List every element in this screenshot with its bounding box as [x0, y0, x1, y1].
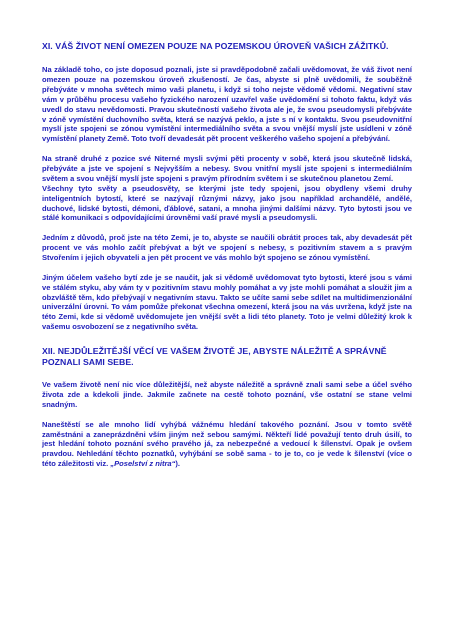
closing-punctuation: ). [175, 459, 181, 469]
paragraph: Všechny tyto světy a pseudosvěty, se kterými jste tedy spojeni, jsou obydleny všemi druhy inteligentních bytostí, které se nazývají různými názvy, jako jsou například archandělé, andělé, duchové, lidské bytosti, démoni, ďáblové, satani, a mnoha jinými dalšími názvy. Tyto bytosti jsou ve stálé komunikaci s odpovídajícími úrovněmi vaší pravé mysli a pseudomysli. [42, 183, 412, 223]
book-reference: „Poselství z nitra“ [110, 459, 176, 469]
section-heading-xii: XII. NEJDŮLEŽITĚJŠÍ VĚCÍ VE VAŠEM ŽIVOTĚ JE, ABYSTE NÁLEŽITĚ A SPRÁVNĚ POZNALI SAMI SEBE. [42, 346, 387, 368]
section-heading-xi: XI. VÁŠ ŽIVOT NENÍ OMEZEN POUZE NA POZEMSKOU ÚROVEŇ VAŠICH ZÁŽITKŮ. [42, 41, 389, 51]
paragraph: Na straně druhé z pozice své Niterné mysli svými pěti procenty v sobě, která jsou skutečně lidská, přebýváte a jste ve spojení s Nejvyšším a nebesy. Svou vnitřní myslí jste spojeni s intermediálním světem a svou vnější myslí jste spojeni s pravým přírodním světem i se skutečnou planetou Zemí. [42, 154, 412, 183]
paragraph [42, 420, 412, 470]
paragraph: Jedním z důvodů, proč jste na této Zemi, je to, abyste se naučili obrátit proces tak, aby devadesát pět procent ve vás mohlo začít přebývat a být ve spojení s nebesy, s pozitivním stavem a s pravým Stvořením i jejich obyvateli a jen pět procent ve vás mohlo být spojeno se zónou vymístění. [42, 233, 412, 262]
paragraph: Jiným účelem vašeho bytí zde je se naučit, jak si vědomě uvědomovat tyto bytosti, které jsou s vámi ve stálém styku, aby vám ty v pozitivním stavu mohly pomáhat a vy jste mohli pomáhat a sloužit jim a obzvláště těm, kdo přebývají v negativním stavu. Takto se učíte sami sebe sdílet na multidimenzionální univerzální úrovni. To vám pomůže překonat všechna omezení, která jsou na vás uvržena, když jste na této Zemi, kde si vědomě uvědomujete jen vnější svět a lidi této planety. Toto je velmi důležitý krok k vašemu osvobození se z negativního světa. [42, 272, 412, 332]
paragraph: Na základě toho, co jste doposud poznali, jste si pravděpodobně začali uvědomovat, že váš život není omezen pouze na pozemskou úroveň zkušeností. Je čas, abyste si plně uvědomili, že souběžně přebýváte v mnoha světech mimo vaši planetu, i když si toho nejste vědomě vědomi. Negativní stav vám v průběhu procesu vašeho fyzického narození uzavřel vaše uvědomění si tohoto faktu, když vás uvedl do stavu nevědomosti. Pravou skutečností vašeho života ale je, že svou pseudomysli přebýváte v zóně vymístění duchovního světa, která se nazývá peklo, a jste s ní v kontaktu. Svou pseudovnitřní myslí jste spojeni se zónou vymístění intermediálního světa a svou vnější myslí jste usídleni v zóně vymístění planety Země. Toto tvoří devadesát pět procent veškerého vašeho spojení a přebývání. [42, 65, 412, 144]
paragraph-text: Naneštěstí se ale mnoho lidí vyhýbá vážnému hledání takového poznání. Jsou v tomto světě zaměstnáni a zaneprázdněni vším jiným než sebou samými. Někteří lidé považují tento druh úsilí, to jest hledání tohoto poznání svého pravého já, za nebezpečné a vedoucí k šílenství. Opak je ovšem pravdou. Nehledání těchto poznatků, vyhýbání se sobě sama - to je to, co je vede k šílenství (více o této záležitosti viz. [42, 419, 412, 469]
paragraph: Ve vašem životě není nic více důležitější, než abyste náležitě a správně znali sami sebe a účel svého života zde a kdekoli jinde. Jakmile začnete na cestě tohoto poznání, vše ostatní se stane velmi snadným. [42, 380, 412, 409]
